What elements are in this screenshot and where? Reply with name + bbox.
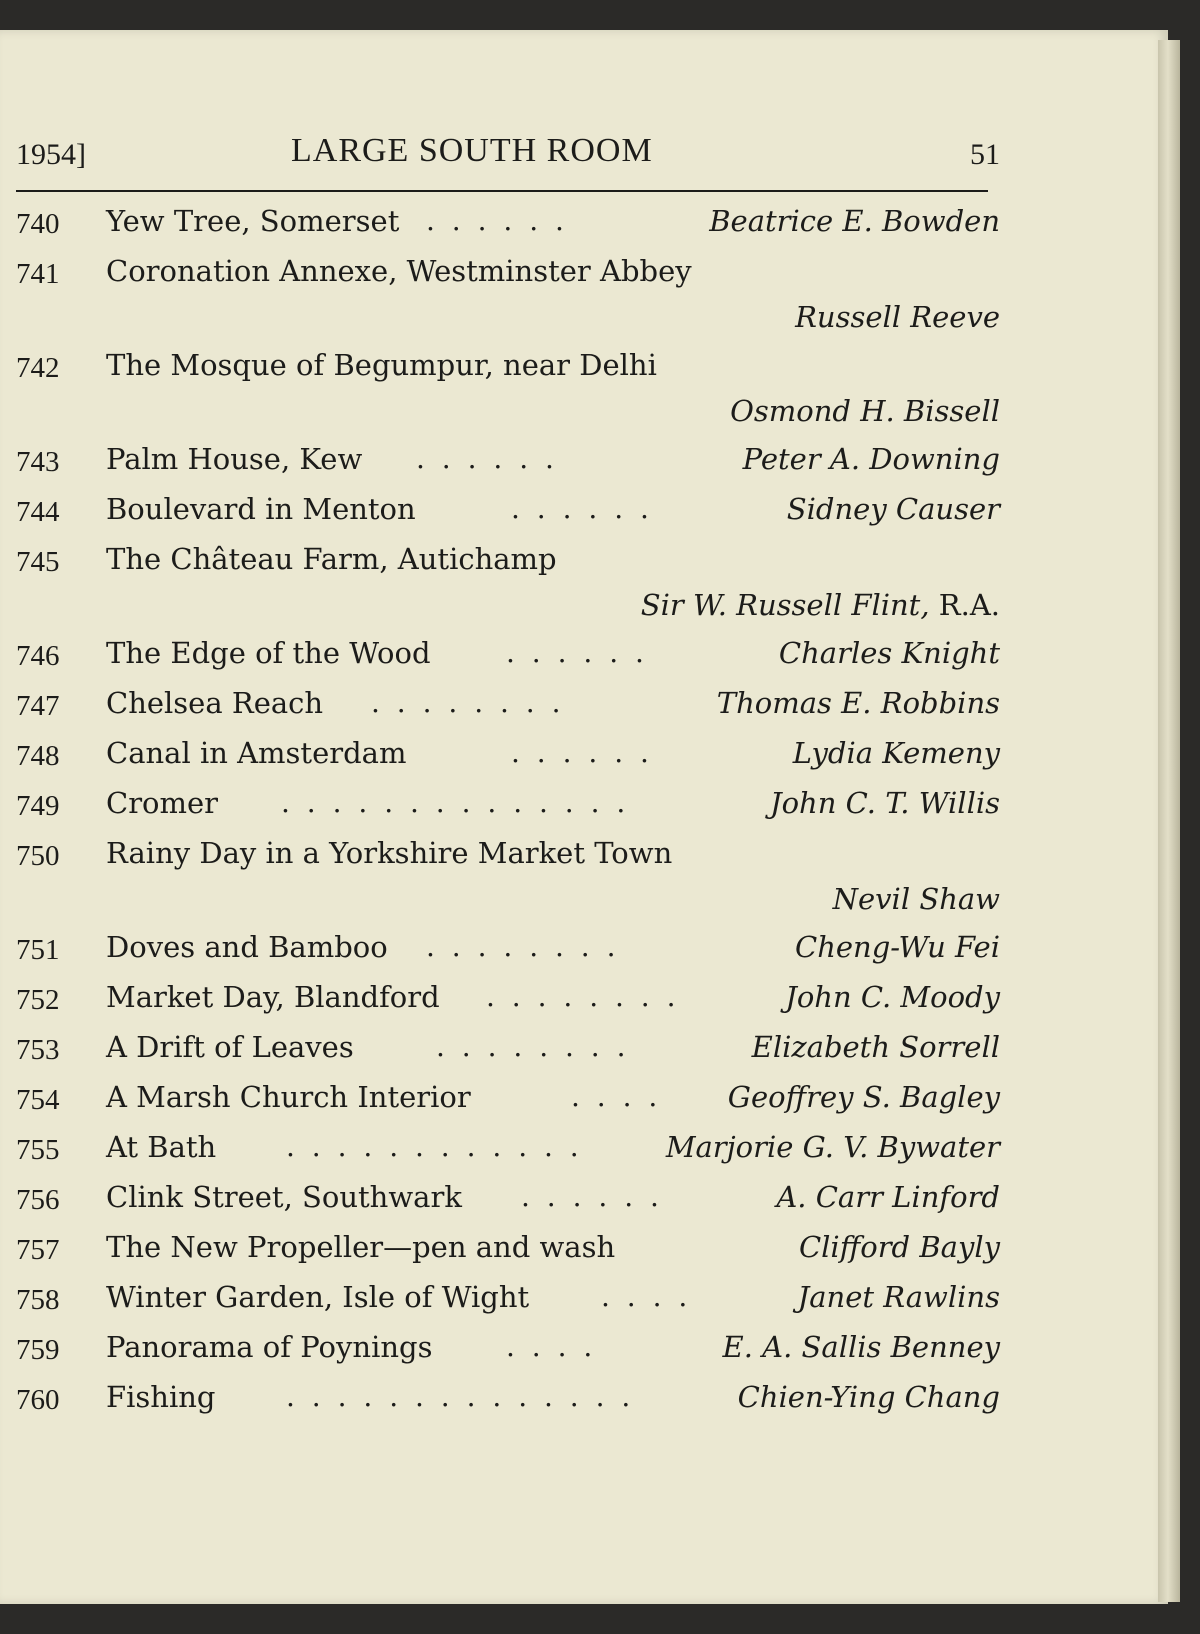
list-item [16, 732, 1000, 782]
dot-leader: . . . . . . . . [426, 930, 620, 963]
entry-artist: Clifford Bayly [798, 1230, 1000, 1264]
entry-title: A Drift of Leaves [106, 1030, 354, 1064]
entry-title: Rainy Day in a Yorkshire Market Town [106, 836, 673, 870]
list-item [16, 976, 1000, 1026]
entry-number: 756 [16, 1184, 60, 1216]
entry-title: Doves and Bamboo [106, 930, 388, 964]
dot-leader: . . . . . . [511, 492, 653, 525]
list-item [16, 1026, 1000, 1076]
dot-leader: . . . . . . [506, 636, 648, 669]
list-item [16, 1076, 1000, 1126]
entry-artist: Sidney Causer [786, 492, 1000, 526]
list-item [16, 1276, 1000, 1326]
entry-title: Chelsea Reach [106, 686, 324, 720]
dot-leader: . . . . . . . . [436, 1030, 630, 1063]
list-item [16, 832, 1000, 926]
page-header [16, 130, 1000, 176]
artist-honour: R.A. [938, 588, 1000, 622]
entry-title: Clink Street, Southwark [106, 1180, 462, 1214]
entry-number: 750 [16, 840, 60, 872]
entry-number: 753 [16, 1034, 60, 1066]
entry-title: The Mosque of Begumpur, near Delhi [106, 348, 657, 382]
entry-artist: Elizabeth Sorrell [751, 1030, 1000, 1064]
dot-leader: . . . . [571, 1080, 662, 1113]
entry-number: 741 [16, 258, 60, 290]
entry-number: 754 [16, 1084, 60, 1116]
entry-artist: Russell Reeve [795, 300, 1000, 334]
entry-title: Canal in Amsterdam [106, 736, 407, 770]
header-year: 1954] [16, 138, 86, 171]
entry-artist [641, 588, 1000, 622]
entry-title: Coronation Annexe, Westminster Abbey [106, 254, 692, 288]
dot-leader: . . . . [601, 1280, 692, 1313]
entry-artist: A. Carr Linford [776, 1180, 1000, 1214]
dot-leader: . . . . . . . . [486, 980, 680, 1013]
entry-artist: Nevil Shaw [832, 882, 1000, 916]
dot-leader: . . . . . . [416, 442, 558, 475]
list-item [16, 926, 1000, 976]
entry-title: A Marsh Church Interior [106, 1080, 471, 1114]
header-title: LARGE SOUTH ROOM [291, 132, 653, 169]
entry-artist: Janet Rawlins [797, 1280, 1000, 1314]
list-item [16, 250, 1000, 344]
list-item [16, 344, 1000, 438]
dot-leader: . . . . . . . . . . . . . . [281, 786, 630, 819]
entry-number: 751 [16, 934, 60, 966]
entry-number: 747 [16, 690, 60, 722]
entry-number: 749 [16, 790, 60, 822]
entry-artist: Lydia Kemeny [792, 736, 1000, 770]
entry-title: Winter Garden, Isle of Wight [106, 1280, 530, 1314]
entry-title: Boulevard in Menton [106, 492, 416, 526]
entry-artist: John C. Moody [785, 980, 1000, 1014]
entry-title: The Edge of the Wood [106, 636, 431, 670]
entry-number: 755 [16, 1134, 60, 1166]
list-item [16, 1376, 1000, 1426]
entry-artist: Charles Knight [778, 636, 1000, 670]
list-item [16, 488, 1000, 538]
artist-name: Sir W. Russell Flint, [640, 588, 930, 622]
dot-leader: . . . . . . [521, 1180, 663, 1213]
dot-leader: . . . . [506, 1330, 597, 1363]
entry-number: 760 [16, 1384, 60, 1416]
entry-title: Fishing [106, 1380, 216, 1414]
entry-title: Palm House, Kew [106, 442, 363, 476]
entry-number: 743 [16, 446, 60, 478]
entry-artist: Marjorie G. V. Bywater [665, 1130, 1000, 1164]
entry-title: The Château Farm, Autichamp [106, 542, 557, 576]
entry-number: 759 [16, 1334, 60, 1366]
dot-leader: . . . . . . . . [371, 686, 565, 719]
entry-title: Yew Tree, Somerset [106, 204, 400, 238]
entry-number: 742 [16, 352, 60, 384]
entry-title: At Bath [106, 1130, 217, 1164]
list-item [16, 1176, 1000, 1226]
entry-number: 746 [16, 640, 60, 672]
page-number: 51 [970, 138, 1000, 171]
entry-title: Panorama of Poynings [106, 1330, 433, 1364]
entry-title: Cromer [106, 786, 219, 820]
list-item [16, 538, 1000, 632]
entry-artist: Cheng-Wu Fei [795, 930, 1000, 964]
entry-number: 748 [16, 740, 60, 772]
list-item [16, 200, 1000, 250]
entry-artist: Osmond H. Bissell [730, 394, 1000, 428]
entry-number: 758 [16, 1284, 60, 1316]
header-rule [16, 190, 988, 192]
page-edge [1158, 40, 1180, 1602]
list-item [16, 632, 1000, 682]
dot-leader: . . . . . . [511, 736, 653, 769]
entry-number: 745 [16, 546, 60, 578]
entry-artist: John C. T. Willis [769, 786, 1000, 820]
entry-artist: Chien-Ying Chang [737, 1380, 1000, 1414]
entry-title: Market Day, Blandford [106, 980, 440, 1014]
catalogue-list [16, 200, 1000, 1426]
entry-title: The New Propeller—pen and wash [106, 1230, 616, 1264]
list-item [16, 1126, 1000, 1176]
entry-number: 757 [16, 1234, 60, 1266]
entry-artist: Geoffrey S. Bagley [727, 1080, 1000, 1114]
entry-artist: Peter A. Downing [742, 442, 1000, 476]
dot-leader: . . . . . . . . . . . . . . [286, 1380, 635, 1413]
dot-leader: . . . . . . [426, 204, 568, 237]
list-item [16, 1226, 1000, 1276]
entry-artist: Thomas E. Robbins [716, 686, 1000, 720]
list-item [16, 1326, 1000, 1376]
entry-number: 744 [16, 496, 60, 528]
dot-leader: . . . . . . . . . . . . [286, 1130, 583, 1163]
entry-artist: E. A. Sallis Benney [722, 1330, 1000, 1364]
list-item [16, 682, 1000, 732]
list-item [16, 438, 1000, 488]
entry-number: 752 [16, 984, 60, 1016]
entry-artist: Beatrice E. Bowden [709, 204, 1000, 238]
list-item [16, 782, 1000, 832]
entry-number: 740 [16, 208, 60, 240]
